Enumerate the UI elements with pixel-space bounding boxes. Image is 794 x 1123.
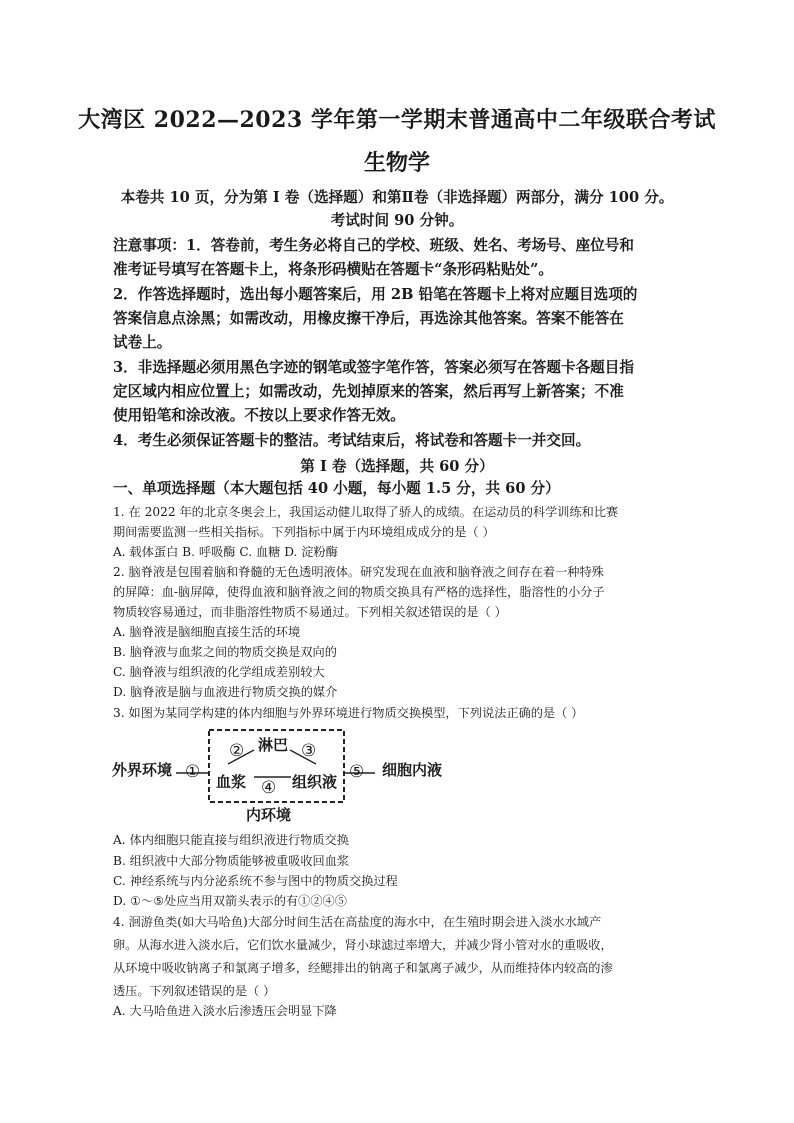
notes-line: 使用铅笔和涂改液。不按以上要求作答无效。 [113,407,405,424]
q4-line: 透压。下列叙述错误的是（ ） [113,984,276,998]
q2-option: C. 脑脊液与组织液的化学组成差别较大 [113,665,325,679]
label-cell-fluid: 细胞内液 [382,761,443,779]
q2-option: A. 脑脊液是脑细胞直接生活的环境 [113,625,301,639]
notes-line: 注意事项：1．答卷前，考生务必将自己的学校、班级、姓名、考场号、座位号和 [113,237,634,254]
label-outer-environment: 外界环境 [112,761,173,779]
q3-option: D. ①～⑤处应当用双箭头表示的有①②④⑤ [113,894,347,908]
q2-line: 物质较容易通过，而非脂溶性物质不易通过。下列相关叙述错误的是（ ） [113,605,507,619]
arrow-3: ③ [301,741,317,761]
notes-line: 定区域内相应位置上；如需改动，先划掉原来的答案，然后再写上新答案；不准 [113,383,624,400]
arrow-4: ④ [261,778,277,798]
q1-line: 期间需要监测一些相关指标。下列指标中属于内环境组成成分的是（ ） [113,525,495,539]
q3-option: A. 体内细胞只能直接与组织液进行物质交换 [113,833,349,847]
q4-option: A. 大马哈鱼进入淡水后渗透压会明显下降 [113,1004,337,1018]
subject-title: 生物学 [363,150,430,176]
q2-option: B. 脑脊液与血浆之间的物质交换是双向的 [113,645,337,659]
q4-line: 4. 洄游鱼类(如大马哈鱼)大部分时间生活在高盐度的海水中，在生殖时期会进入淡水水域产 [113,915,602,929]
label-tissue-fluid: 组织液 [292,773,338,791]
arrow-2: ② [229,741,245,761]
q2-line: 的屏障：血-脑屏障，使得血液和脑脊液之间的物质交换具有严格的选择性，脂溶性的小分子 [113,585,605,599]
notes-line: 答案信息点涂黑；如需改动，用橡皮擦干净后，再选涂其他答案。答案不能答在 [113,310,624,327]
notes-line: 2．作答选择题时，选出每小题答案后，用 2B 铅笔在答题卡上将对应题目选项的 [113,286,638,303]
label-lymph: 淋巴 [258,736,289,754]
q3-option: C. 神经系统与内分泌系统不参与图中的物质交换过程 [113,874,398,888]
section1-title: 一、单项选择题（本大题包括 40 小题，每小题 1.5 分，共 60 分） [113,480,560,497]
notes-line: 准考证号填写在答题卡上，将条形码横贴在答题卡“条形码粘贴处”。 [113,261,554,278]
q1-options: A. 载体蛋白 B. 呼吸酶 C. 血糖 D. 淀粉酶 [113,545,338,559]
q2-line: 2. 脑脊液是包围着脑和脊髓的无色透明液体。研究发现在血液和脑脊液之间存在着一种特殊 [113,565,604,579]
intro-line-1: 本卷共 10 页，分为第 I 卷（选择题）和第Ⅱ卷（非选择题）两部分，满分 100 分。 [120,189,674,206]
internal-environment-diagram [112,726,472,826]
q1-line: 1. 在 2022 年的北京冬奥会上，我国运动健儿取得了骄人的成绩。在运动员的科学训练和比赛 [113,505,619,519]
notes-line: 4．考生必须保证答题卡的整洁。考试结束后，将试卷和答题卡一并交回。 [113,432,591,449]
arrow-5: ⑤ [349,762,365,782]
part1-title: 第 I 卷（选择题，共 60 分） [300,458,494,475]
notes-line: 3．非选择题必须用黑色字迹的钢笔或签字笔作答，答案必须写在答题卡各题目指 [113,359,634,376]
q3-stem: 3. 如图为某同学构建的体内细胞与外界环境进行物质交换模型，下列说法正确的是（ ） [113,706,584,720]
notes-line: 试卷上。 [113,334,172,351]
exam-title: 大湾区 2022—2023 学年第一学期末普通高中二年级联合考试 [78,107,716,133]
arrow-1: ① [185,762,201,782]
label-internal-environment: 内环境 [246,806,292,824]
q4-line: 从环境中吸收钠离子和氯离子增多，经鳃排出的钠离子和氯离子减少，从而维持体内较高的渗 [113,961,613,975]
q4-line: 卵。从海水进入淡水后，它们饮水量减少，肾小球滤过率增大，并减少肾小管对水的重吸收， [113,938,613,952]
q2-option: D. 脑脊液是脑与血液进行物质交换的媒介 [113,685,338,699]
intro-line-2: 考试时间 90 分钟。 [330,212,464,229]
q3-option: B. 组织液中大部分物质能够被重吸收回血浆 [113,854,350,868]
label-plasma: 血浆 [216,773,247,791]
